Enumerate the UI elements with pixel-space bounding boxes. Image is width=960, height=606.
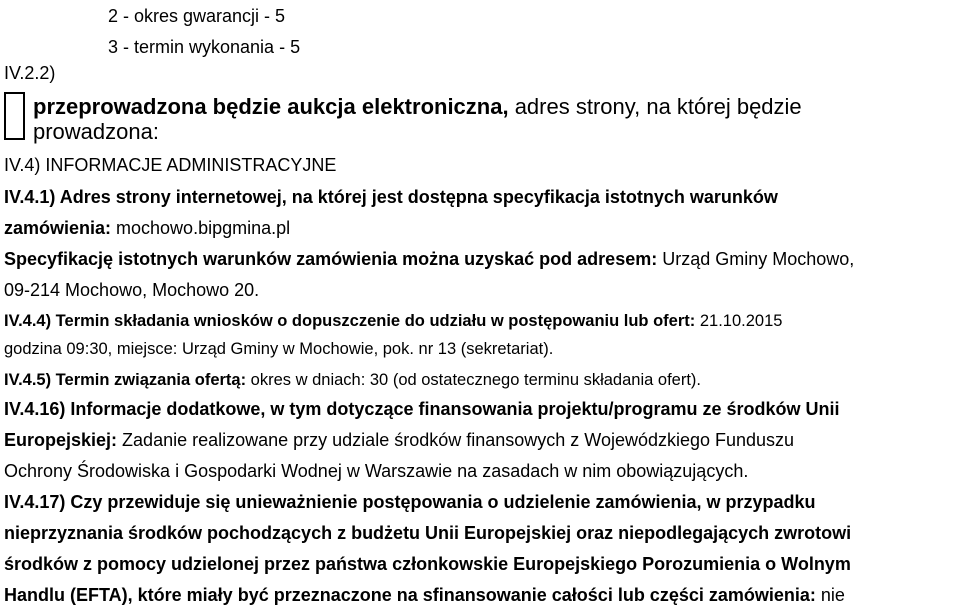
- spec-line-1: [4, 250, 854, 268]
- iv417-label-4: Handlu (EFTA), które miały być przeznaczone na sfinansowanie całości lub części zamówienia:: [4, 585, 816, 605]
- iv45-line: [4, 372, 701, 389]
- iv417-line-3: [4, 555, 851, 573]
- iv417-line-4: [4, 586, 845, 604]
- iv44-line-2: godzina 09:30, miejsce: Urząd Gminy w Mochowie, pok. nr 13 (sekretariat).: [4, 340, 554, 358]
- auction-line-1: [33, 96, 802, 118]
- iv44-line-1: [4, 313, 782, 330]
- section-iv4-heading: IV.4) INFORMACJE ADMINISTRACYJNE: [4, 155, 337, 175]
- iv41-line-2: [4, 219, 290, 237]
- iv417-label-2: nieprzyznania środków pochodzących z budżetu Unii Europejskiej oraz niepodlegających zwrotowi: [4, 523, 852, 543]
- criterion-deadline: 3 - termin wykonania - 5: [108, 37, 301, 57]
- auction-line-2: prowadzona:: [33, 119, 159, 144]
- iv41-url: mochowo.bipgmina.pl: [111, 218, 291, 238]
- criterion-warranty: 2 - okres gwarancji - 5: [108, 6, 286, 26]
- iv417-label-1: IV.4.17) Czy przewiduje się unieważnienie postępowania o udzielenie zamówienia, w przypadku: [4, 492, 816, 512]
- iv41-line-1: [4, 188, 778, 206]
- iv41-label-2: zamówienia:: [4, 218, 112, 238]
- auction-bold-text: przeprowadzona będzie aukcja elektroniczna,: [33, 94, 509, 119]
- section-iv22-label: IV.2.2): [4, 63, 56, 83]
- iv45-label: IV.4.5) Termin związania ofertą:: [4, 371, 247, 389]
- iv417-line-2: [4, 524, 851, 542]
- iv44-date: 21.10.2015: [695, 312, 783, 330]
- iv416-line-3: Ochrony Środowiska i Gospodarki Wodnej w Warszawie na zasadach w nim obowiązujących.: [4, 461, 749, 481]
- iv417-label-3: środków z pomocy udzielonej przez państwa członkowskie Europejskiego Porozumienia o Wolnym: [4, 554, 851, 574]
- iv417-answer: nie: [815, 585, 845, 605]
- spec-address: Urząd Gminy Mochowo,: [657, 249, 855, 269]
- iv45-value: okres w dniach: 30 (od ostatecznego terminu składania ofert).: [246, 371, 701, 389]
- iv416-label: IV.4.16) Informacje dodatkowe, w tym dotyczące finansowania projektu/programu ze środków Unii: [4, 399, 840, 419]
- spec-label: Specyfikację istotnych warunków zamówienia można uzyskać pod adresem:: [4, 249, 658, 269]
- iv416-label-2: Europejskiej:: [4, 430, 118, 450]
- auction-checkbox[interactable]: [4, 92, 25, 140]
- auction-rest-text: adres strony, na której będzie: [508, 94, 802, 119]
- iv417-line-1: [4, 493, 816, 511]
- iv41-label: IV.4.1) Adres strony internetowej, na której jest dostępna specyfikacja istotnych warunków: [4, 187, 778, 207]
- iv44-label: IV.4.4) Termin składania wniosków o dopuszczenie do udziału w postępowaniu lub ofert:: [4, 312, 696, 330]
- iv416-line-2: [4, 431, 794, 449]
- iv416-value: Zadanie realizowane przy udziale środków finansowych z Wojewódzkiego Funduszu: [117, 430, 795, 450]
- iv416-line-1: [4, 400, 840, 418]
- spec-line-2: 09-214 Mochowo, Mochowo 20.: [4, 280, 260, 300]
